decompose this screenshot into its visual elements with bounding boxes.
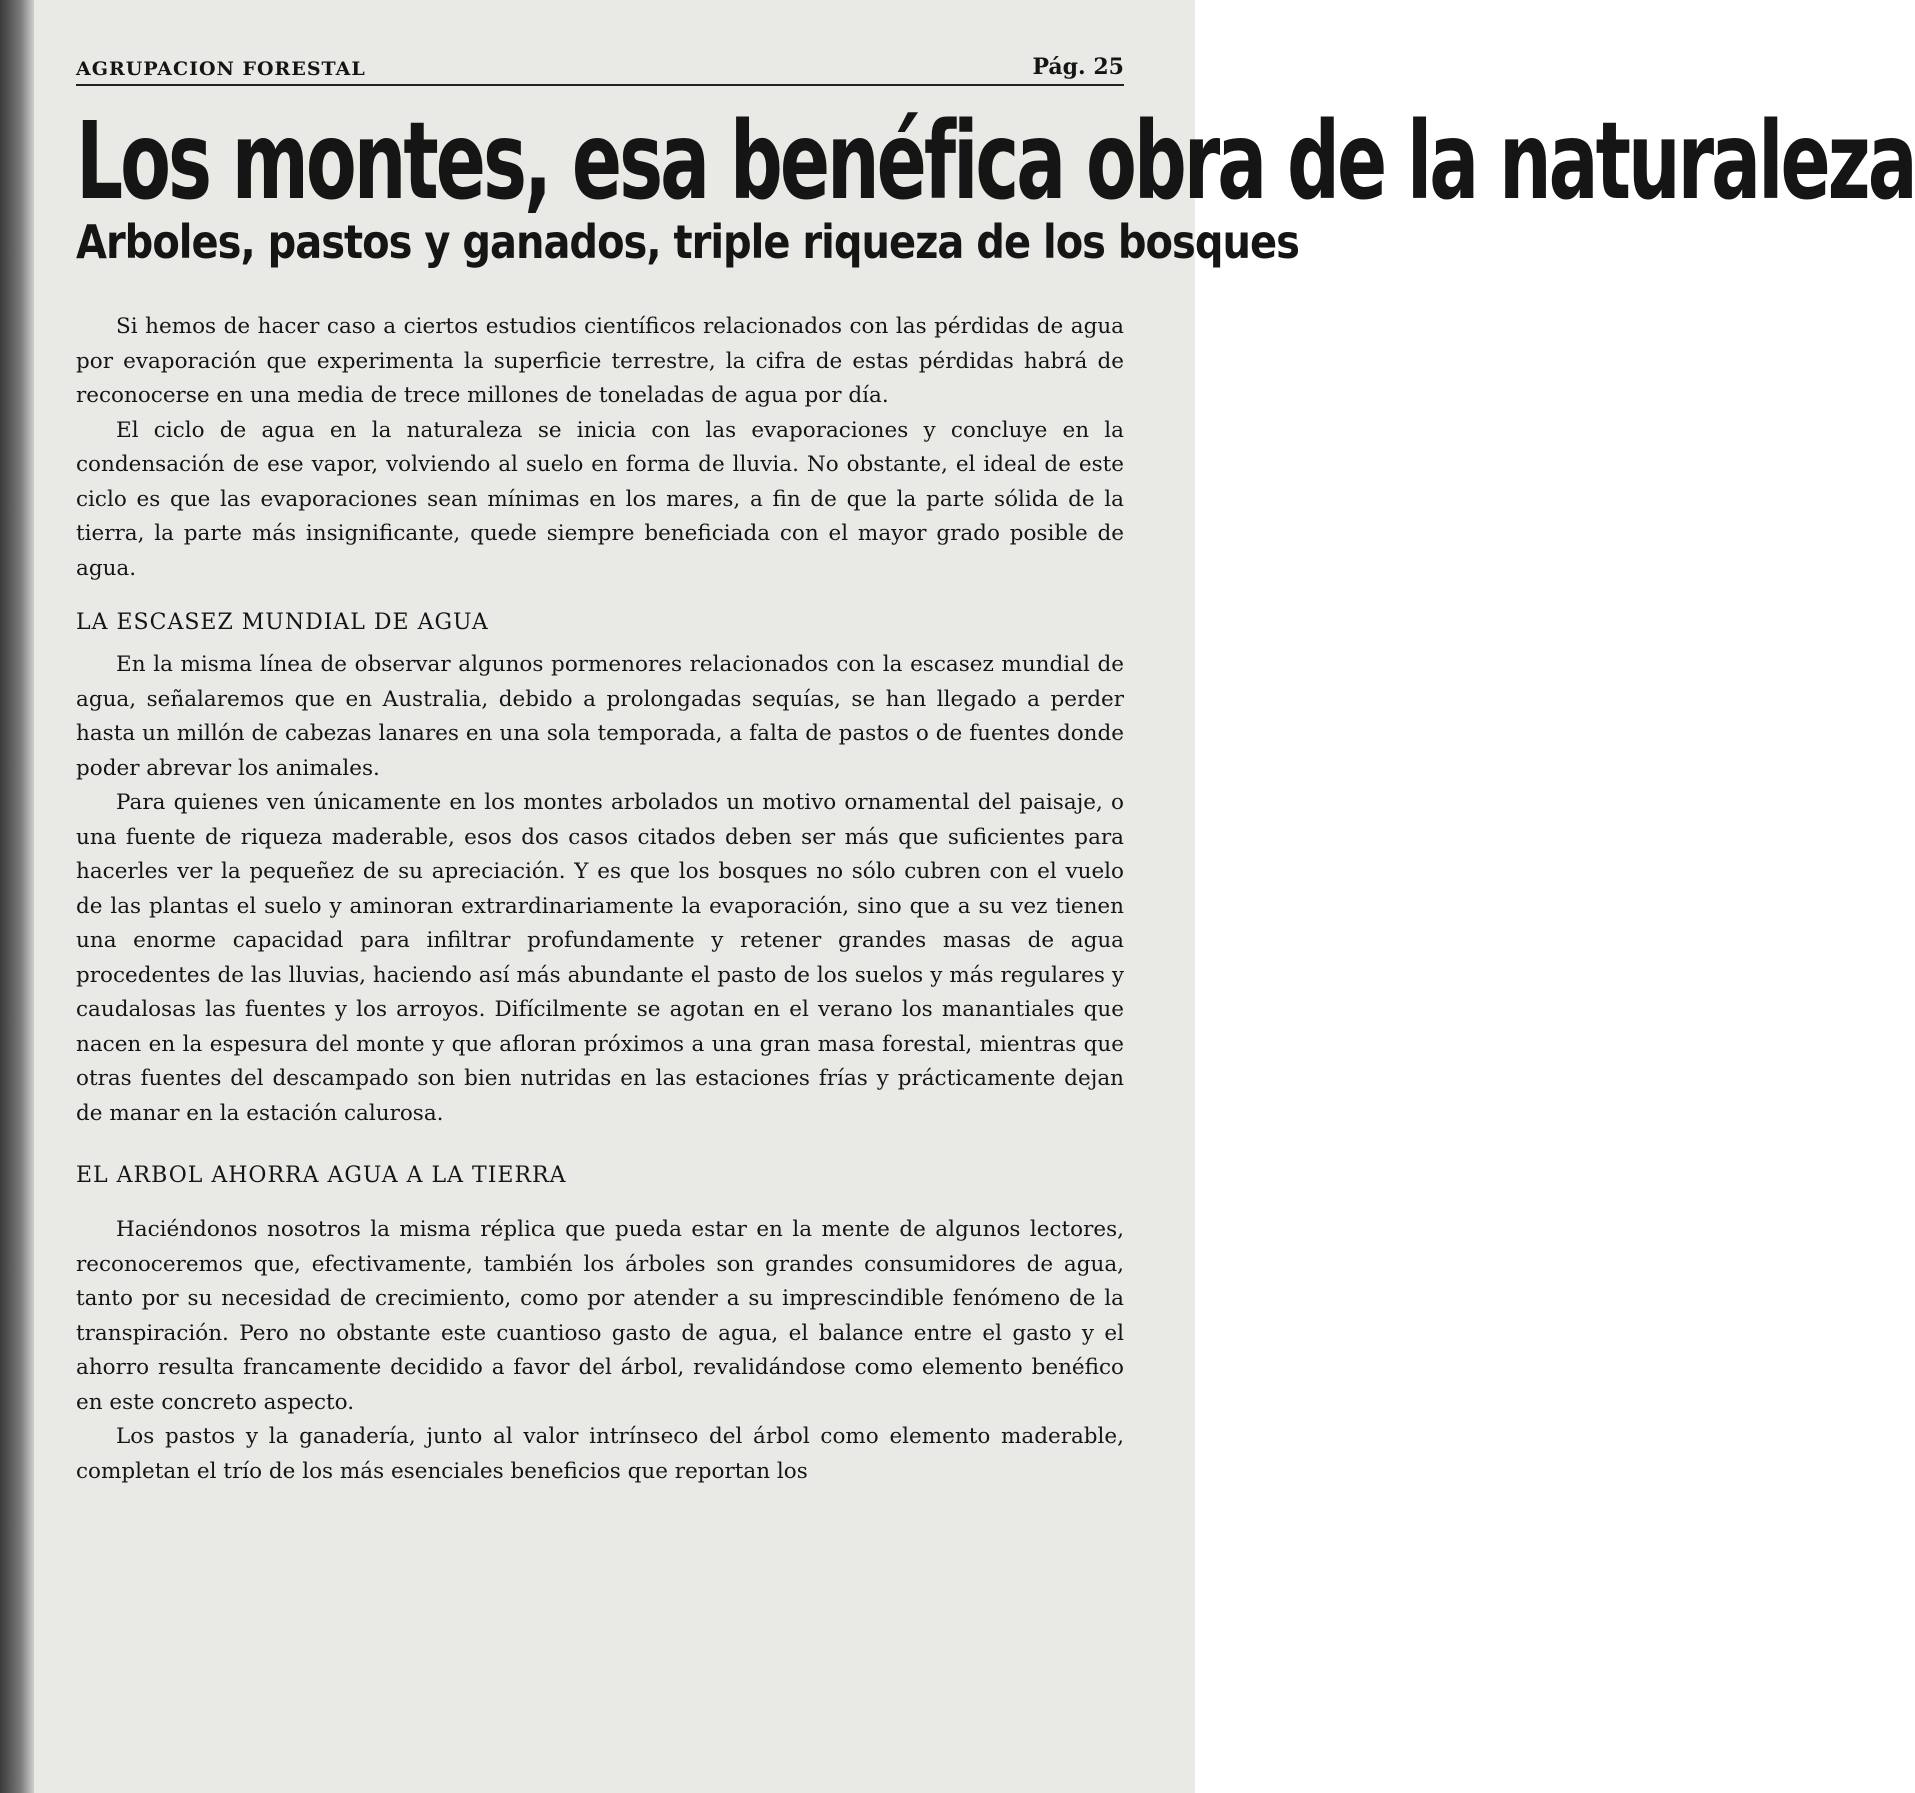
article-title: Los montes, esa benéfica obra de la naturaleza — [76, 99, 1915, 224]
page-content — [76, 44, 1915, 1489]
binding-spine — [0, 0, 34, 1793]
paragraph: Para quienes ven únicamente en los montes arbolados un motivo ornamental del paisaje, o una fuente de riqueza maderable, esos dos casos citados deben ser más que suficientes para hacerles ver la pequeñez de su apreciación. Y es que los bosques no sólo cubren con el vuelo de las plantas el suelo y aminoran extrardinariamente la evaporación, sino que a su vez tienen una enorme capacidad para infiltrar profundamente y retener grandes masas de agua procedentes de las lluvias, haciendo así más abundante el pasto de los suelos y más regulares y caudalosas las fuentes y los arroyos. Difícilmente se agotan en el verano los manantiales que nacen en la espesura del monte y que afloran próximos a una gran masa forestal, mientras que otras fuentes del descampado son bien nutridas en las estaciones frías y prácticamente dejan de manar en la estación calurosa. — [76, 790, 1124, 1126]
section-heading-arbol: EL ARBOL AHORRA AGUA A LA TIERRA — [76, 1163, 567, 1188]
header-rule — [76, 84, 1124, 86]
section-heading-escasez: LA ESCASEZ MUNDIAL DE AGUA — [76, 610, 489, 635]
page-number: Pág. 25 — [1032, 54, 1124, 80]
article-subtitle: Arboles, pastos y ganados, triple riqueza de los bosques — [76, 216, 1299, 270]
journal-name: AGRUPACION FORESTAL — [76, 58, 366, 80]
article-body — [76, 310, 1124, 1489]
paragraph: Si hemos de hacer caso a ciertos estudios científicos relacionados con las pérdidas de agua por evaporación que experimenta la superficie terrestre, la cifra de estas pérdidas habrá de reconocerse en una media de trece millones de toneladas de agua por día. — [76, 314, 1124, 408]
paragraph: Los pastos y la ganadería, junto al valor intrínseco del árbol como elemento maderable, completan el trío de los más esenciales beneficios que reportan los — [76, 1424, 1124, 1484]
paragraph: Haciéndonos nosotros la misma réplica que pueda estar en la mente de algunos lectores, reconoceremos que, efectivamente, también los árboles son grandes consumidores de agua, tanto por su necesidad de crecimiento, como por atender a su imprescindible fenómeno de la transpiración. Pero no obstante este cuantioso gasto de agua, el balance entre el gasto y el ahorro resulta francamente decidido a favor del árbol, revalidándose como elemento benéfico en este concreto aspecto. — [76, 1217, 1124, 1415]
paragraph: El ciclo de agua en la naturaleza se inicia con las evaporaciones y concluye en la condensación de ese vapor, volviendo al suelo en forma de lluvia. No obstante, el ideal de este ciclo es que las evaporaciones sean mínimas en los mares, a fin de que la parte sólida de la tierra, la parte más insignificante, quede siempre beneficiada con el mayor grado posible de agua. — [76, 417, 1124, 581]
paragraph: En la misma línea de observar algunos pormenores relacionados con la escasez mundial de agua, señalaremos que en Australia, debido a prolongadas sequías, se han llegado a perder hasta un millón de cabezas lanares en una sola temporada, a falta de pastos o de fuentes donde poder abrevar los animales. — [76, 652, 1124, 781]
running-head — [76, 44, 1124, 80]
